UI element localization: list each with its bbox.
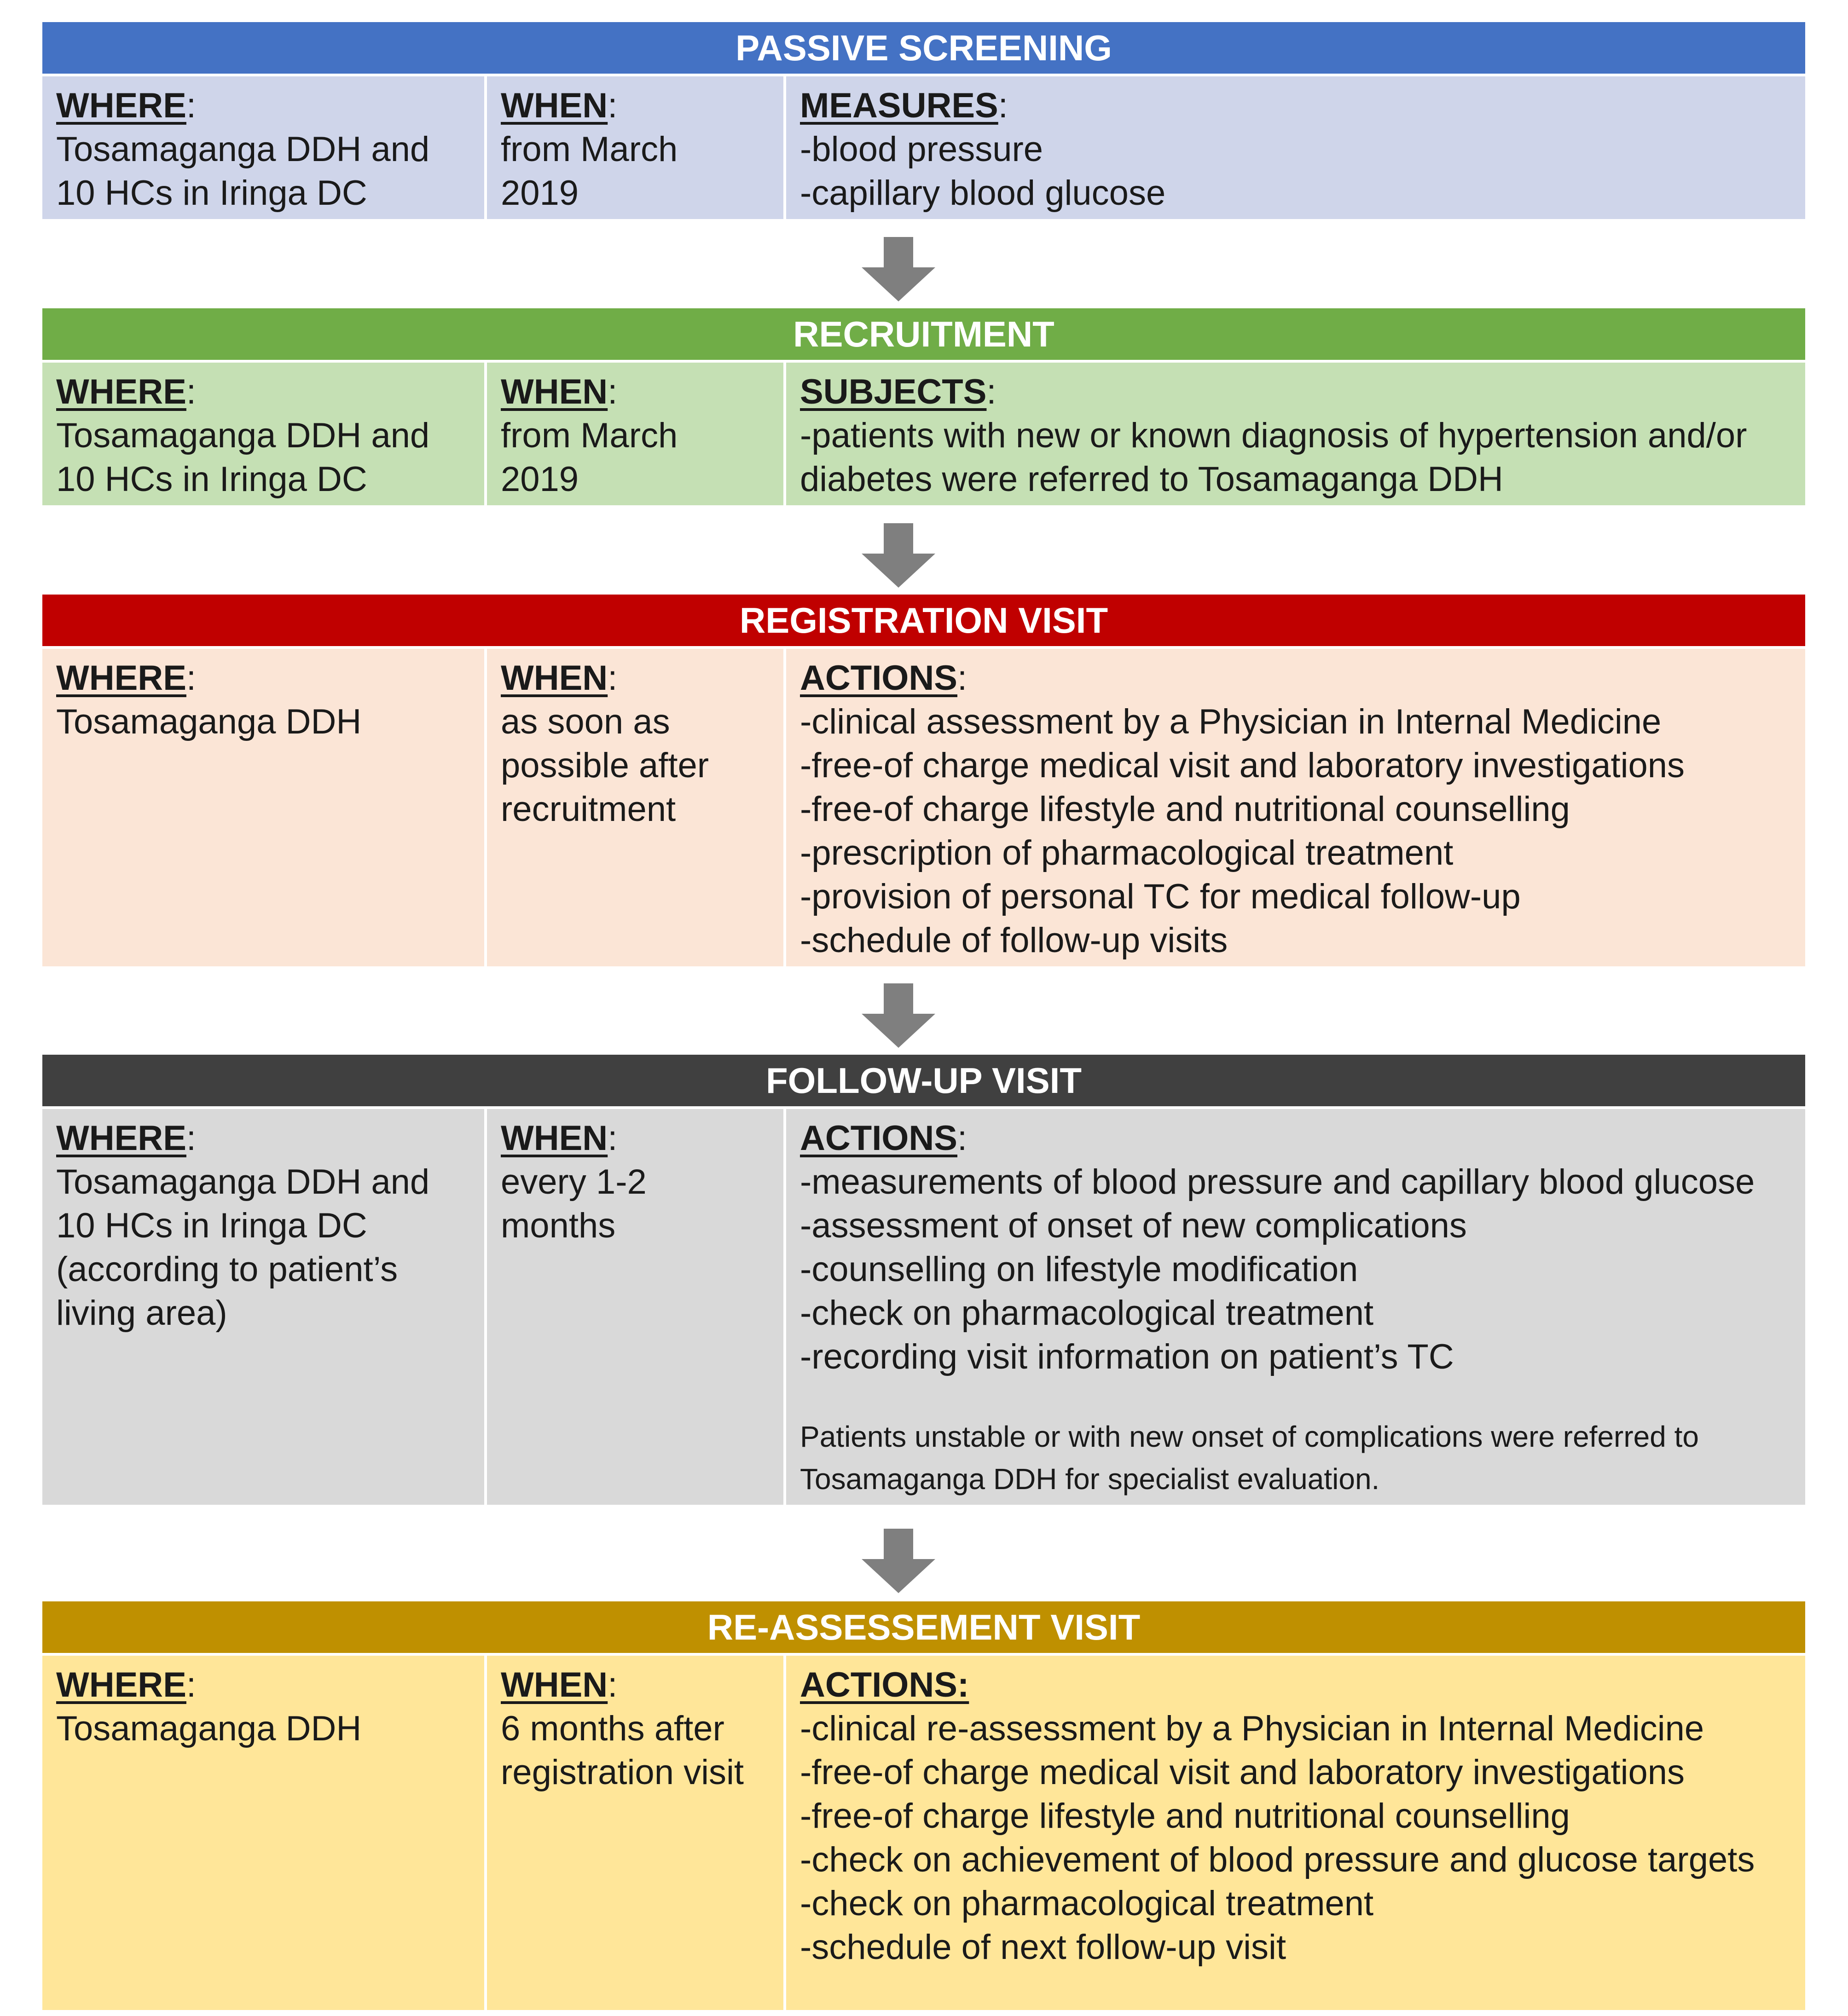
actions-column: ACTIONS: -clinical assessment by a Physician in Internal Medicine -free-of charge medical visit and laboratory investigations -free-of charge lifestyle and nutritional counselling -prescription of pharmacological treatment -provision of personal TC for medical follow-up -schedule of follow-up visits <box>783 649 1805 966</box>
action-item: -clinical re-assessment by a Physician in Internal Medicine <box>800 1709 1704 1748</box>
stage-title: RE-ASSESSEMENT VISIT <box>42 1601 1805 1653</box>
subjects-item: diabetes were referred to Tosamaganga DDH <box>800 460 1503 499</box>
where-column: WHERE: Tosamaganga DDH and 10 HCs in Iringa DC (according to patient’s living area) <box>42 1109 484 1505</box>
measure-item: -blood pressure <box>800 130 1043 169</box>
action-item: -free-of charge lifestyle and nutritional counselling <box>800 1796 1570 1836</box>
where-line: (according to patient’s <box>56 1250 398 1289</box>
where-column: WHERE: Tosamaganga DDH <box>42 649 484 966</box>
measures-label: MEASURES <box>800 86 998 125</box>
where-label: WHERE <box>56 1119 186 1158</box>
action-item: -free-of charge lifestyle and nutritional counselling <box>800 790 1570 829</box>
when-column: WHEN: 6 months after registration visit <box>484 1656 783 2010</box>
stage-body <box>42 646 1805 966</box>
when-line: possible after <box>501 746 709 785</box>
action-item: -schedule of follow-up visits <box>800 921 1228 960</box>
when-label: WHEN <box>501 1665 608 1704</box>
stage-title: FOLLOW-UP VISIT <box>42 1055 1805 1106</box>
where-column: WHERE: Tosamaganga DDH and 10 HCs in Iringa DC <box>42 76 484 219</box>
down-arrow-icon <box>862 983 935 1048</box>
stage-recruitment <box>42 308 1805 505</box>
action-item: -free-of charge medical visit and laboratory investigations <box>800 1753 1685 1792</box>
stage-body <box>42 1106 1805 1505</box>
actions-label: ACTIONS: <box>800 1665 969 1704</box>
action-item: -counselling on lifestyle modification <box>800 1250 1358 1289</box>
where-line: Tosamaganga DDH and <box>56 1162 430 1202</box>
where-line: Tosamaganga DDH <box>56 1709 362 1748</box>
actions-label: ACTIONS <box>800 1119 957 1158</box>
where-column: WHERE: Tosamaganga DDH and 10 HCs in Iringa DC <box>42 363 484 505</box>
action-item: -clinical assessment by a Physician in Internal Medicine <box>800 702 1662 741</box>
measure-item: -capillary blood glucose <box>800 173 1166 213</box>
action-item: -free-of charge medical visit and laboratory investigations <box>800 746 1685 785</box>
where-label: WHERE <box>56 86 186 125</box>
actions-column <box>783 1656 1805 2010</box>
action-item: -recording visit information on patient’s TC <box>800 1337 1454 1376</box>
when-line: 2019 <box>501 173 579 213</box>
when-column: WHEN: from March 2019 <box>484 76 783 219</box>
when-column: WHEN: from March 2019 <box>484 363 783 505</box>
action-item: -check on achievement of blood pressure and glucose targets <box>800 1840 1755 1879</box>
where-column: WHERE: Tosamaganga DDH <box>42 1656 484 2010</box>
stage-passive-screening <box>42 22 1805 219</box>
referral-note <box>800 1415 1793 1500</box>
action-item: -schedule of next follow-up visit <box>800 1928 1286 1967</box>
where-label: WHERE <box>56 659 186 698</box>
when-line: every 1-2 <box>501 1162 647 1202</box>
when-line: from March <box>501 130 678 169</box>
when-line: 2019 <box>501 460 579 499</box>
action-item: -check on pharmacological treatment <box>800 1294 1374 1333</box>
actions-column: ACTIONS: -measurements of blood pressure and capillary blood glucose -assessment of onset of new complications -counselling on lifestyle modification -check on pharmacological treatment -recording visit information on patient’s TC Patients unstable or with new onset of complications were referred to Tosamaganga DDH for specialist evaluation. <box>783 1109 1805 1505</box>
down-arrow-icon <box>862 523 935 588</box>
when-line: as soon as <box>501 702 670 741</box>
stage-re-assessement-visit <box>42 1601 1805 2010</box>
down-arrow-icon <box>862 237 935 301</box>
when-column: WHEN: every 1-2 months <box>484 1109 783 1505</box>
stage-body <box>42 360 1805 505</box>
where-line: Tosamaganga DDH and <box>56 130 430 169</box>
when-line: months <box>501 1206 616 1245</box>
stage-title: REGISTRATION VISIT <box>42 595 1805 646</box>
stage-body <box>42 1653 1805 2010</box>
where-line: Tosamaganga DDH and <box>56 416 430 455</box>
stage-title: RECRUITMENT <box>42 308 1805 360</box>
where-line: 10 HCs in Iringa DC <box>56 460 367 499</box>
when-line: recruitment <box>501 790 676 829</box>
action-item: -measurements of blood pressure and capillary blood glucose <box>800 1162 1755 1202</box>
action-item: -assessment of onset of new complications <box>800 1206 1467 1245</box>
referral-note-line: Tosamaganga DDH for specialist evaluation. <box>800 1462 1380 1496</box>
down-arrow-icon <box>862 1529 935 1593</box>
action-item: -provision of personal TC for medical follow-up <box>800 877 1521 916</box>
where-label: WHERE <box>56 1665 186 1704</box>
stage-body <box>42 74 1805 219</box>
where-line: 10 HCs in Iringa DC <box>56 1206 367 1245</box>
where-label: WHERE <box>56 372 186 411</box>
when-label: WHEN <box>501 372 608 411</box>
stage-title: PASSIVE SCREENING <box>42 22 1805 74</box>
when-column: WHEN: as soon as possible after recruitment <box>484 649 783 966</box>
referral-note-line: Patients unstable or with new onset of complications were referred to <box>800 1420 1699 1453</box>
actions-label: ACTIONS <box>800 659 957 698</box>
action-item: -check on pharmacological treatment <box>800 1884 1374 1923</box>
subjects-column: SUBJECTS: -patients with new or known diagnosis of hypertension and/or diabetes were referred to Tosamaganga DDH <box>783 363 1805 505</box>
when-line: from March <box>501 416 678 455</box>
subjects-item: -patients with new or known diagnosis of hypertension and/or <box>800 416 1747 455</box>
where-line: living area) <box>56 1294 227 1333</box>
subjects-label: SUBJECTS <box>800 372 987 411</box>
stage-follow-up-visit <box>42 1055 1805 1505</box>
where-line: 10 HCs in Iringa DC <box>56 173 367 213</box>
measures-column: MEASURES: -blood pressure -capillary blood glucose <box>783 76 1805 219</box>
when-label: WHEN <box>501 659 608 698</box>
when-label: WHEN <box>501 86 608 125</box>
when-line: registration visit <box>501 1753 744 1792</box>
where-line: Tosamaganga DDH <box>56 702 362 741</box>
action-item: -prescription of pharmacological treatment <box>800 833 1454 872</box>
stage-registration-visit <box>42 595 1805 966</box>
when-label: WHEN <box>501 1119 608 1158</box>
when-line: 6 months after <box>501 1709 724 1748</box>
